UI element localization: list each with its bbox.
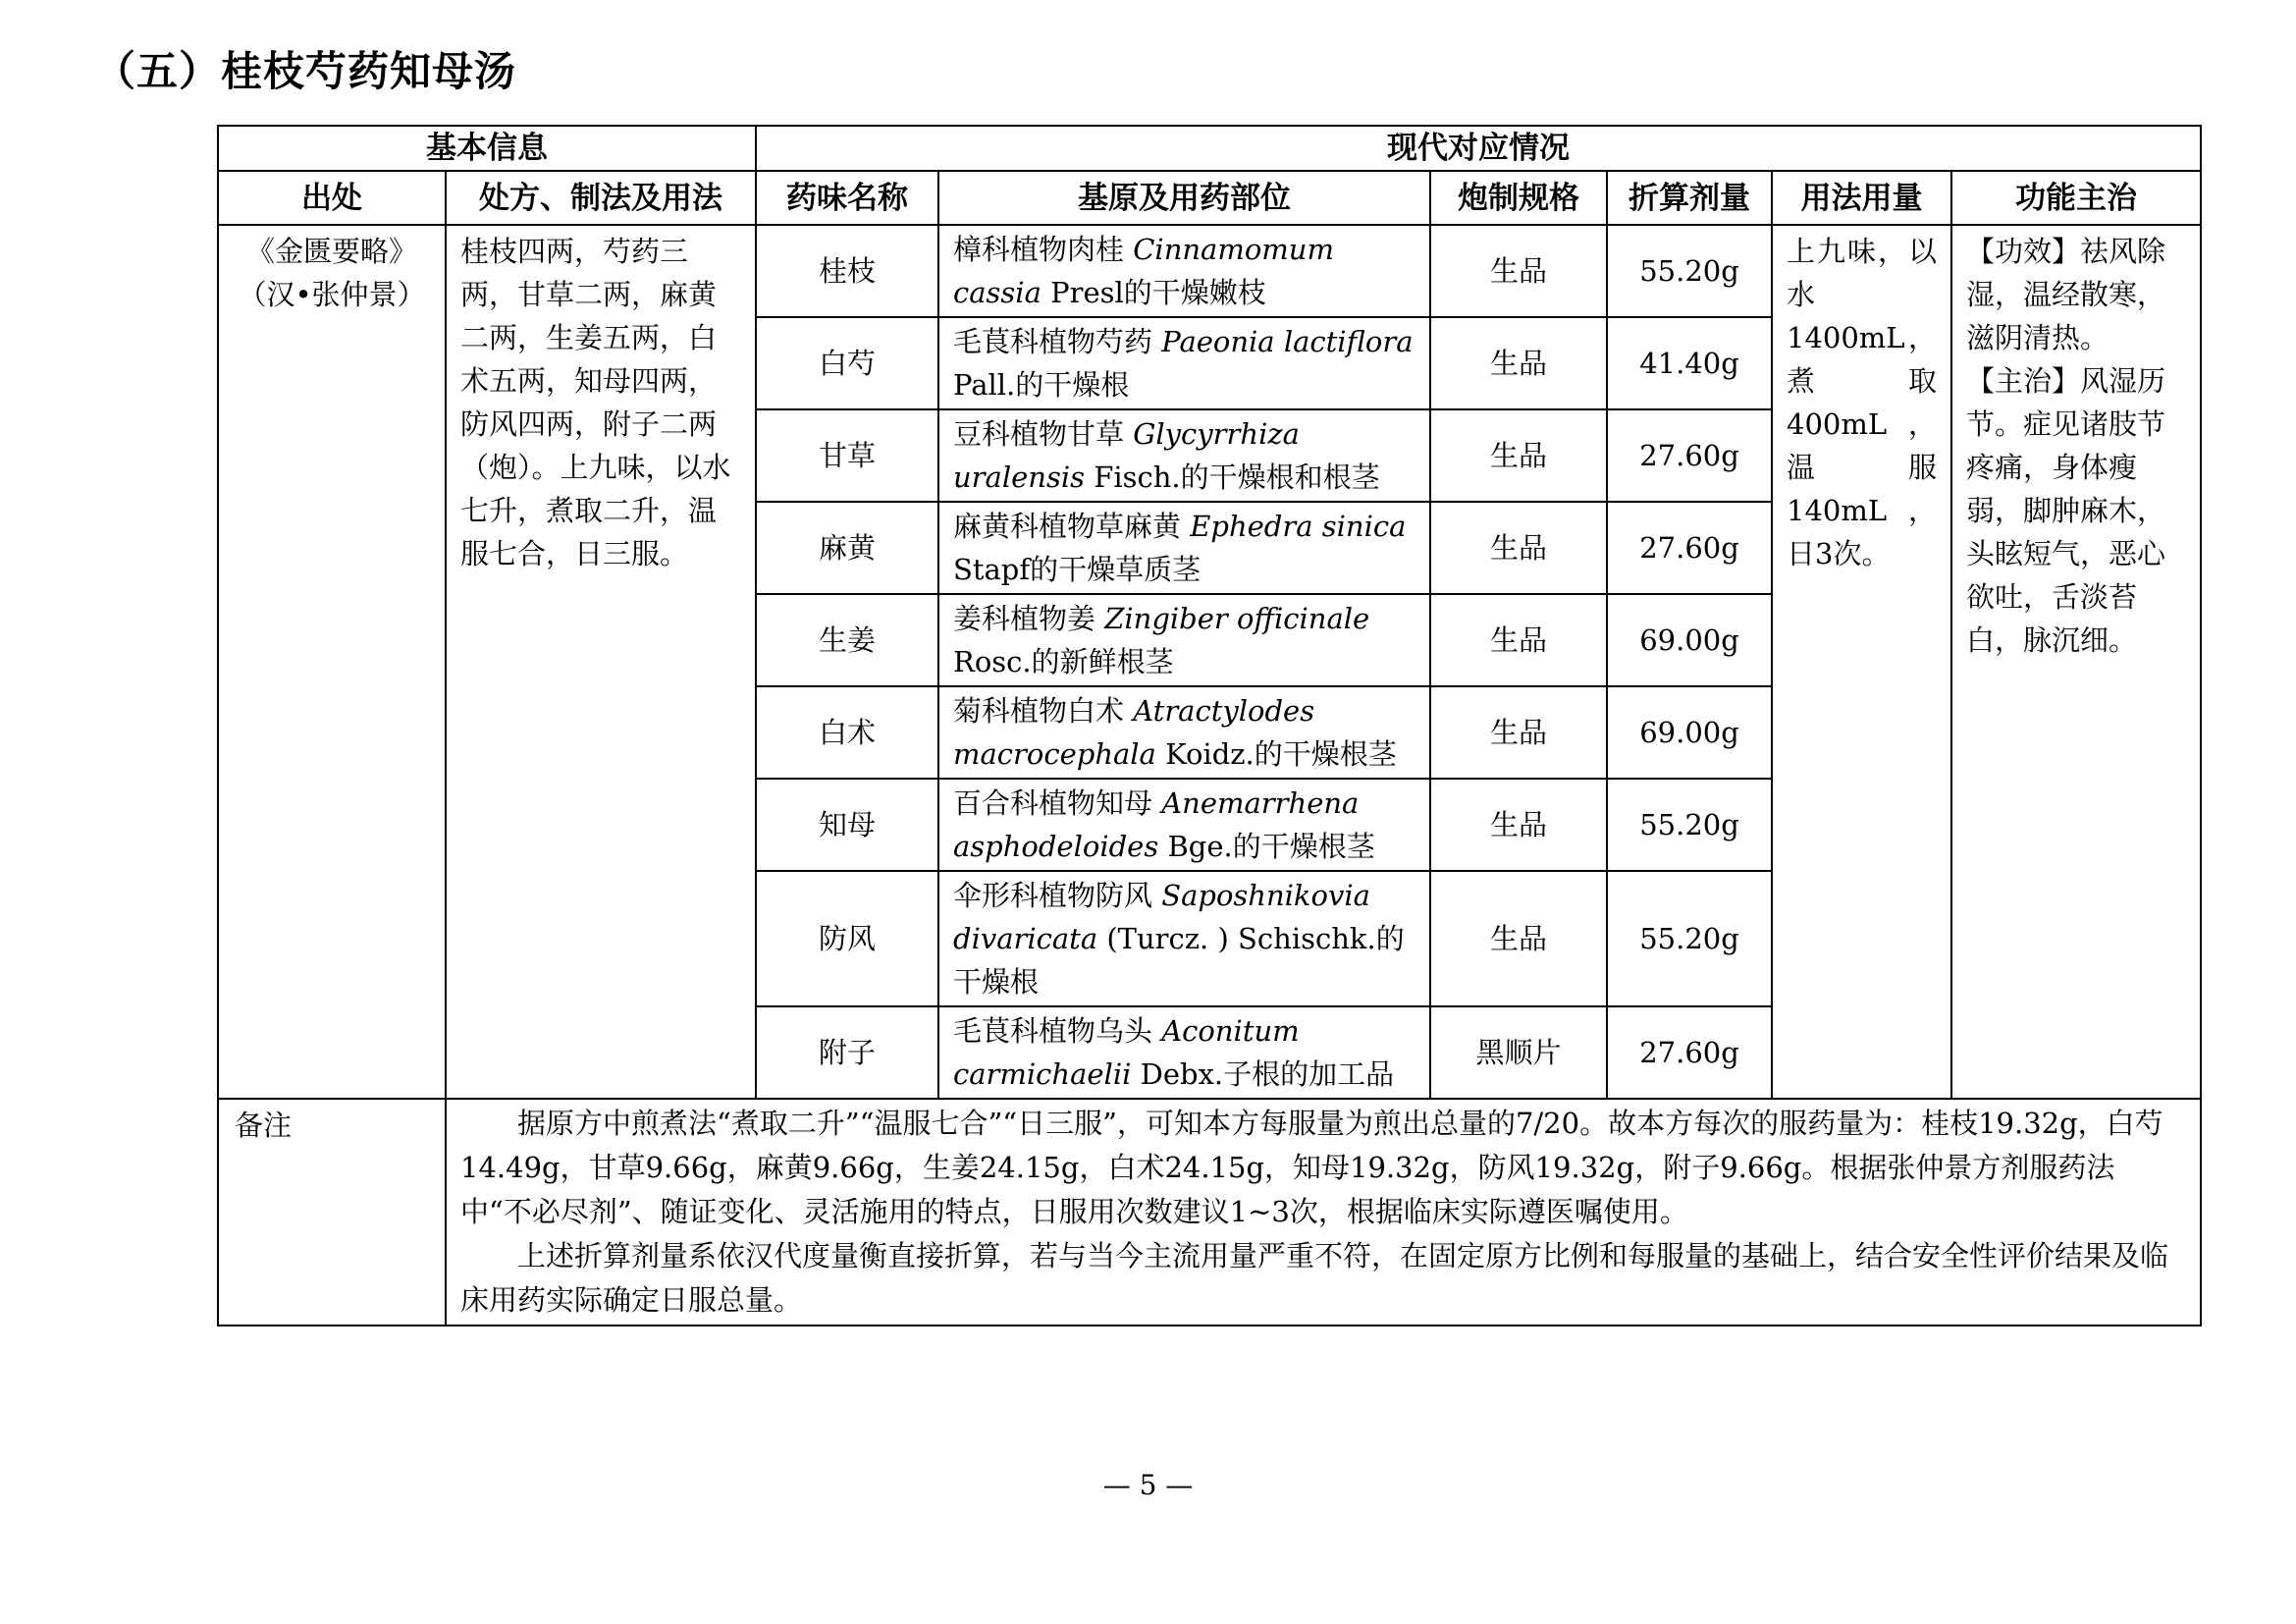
page-number: — 5 — xyxy=(1102,1469,1194,1501)
col-header-dose: 折算剂量 xyxy=(1607,171,1772,225)
col-header-source: 出处 xyxy=(218,171,446,225)
col-header-function: 功能主治 xyxy=(1951,171,2201,225)
herb-basis: 姜科植物姜 Zingiber officinale Rosc.的新鲜根茎 xyxy=(938,594,1430,686)
herb-processing: 生品 xyxy=(1430,594,1607,686)
group-header-basic: 基本信息 xyxy=(218,126,756,171)
note-row xyxy=(218,1099,2201,1326)
latin-name: Aconitum carmichaelii xyxy=(953,1014,1300,1091)
note-cell xyxy=(446,1099,2201,1326)
col-header-basis: 基原及用药部位 xyxy=(938,171,1430,225)
group-header-modern: 现代对应情况 xyxy=(756,126,2201,171)
indication-label: 【主治】 xyxy=(1966,364,2081,398)
herb-dose: 41.40g xyxy=(1607,317,1772,409)
herb-basis: 百合科植物知母 Anemarrhena asphodeloides Bge.的干燥根茎 xyxy=(938,779,1430,871)
herb-processing: 生品 xyxy=(1430,409,1607,502)
herb-dose: 55.20g xyxy=(1607,871,1772,1006)
latin-name: Paeonia lactiflora xyxy=(1161,325,1414,358)
herb-name: 白术 xyxy=(756,686,938,779)
note-paragraph: 据原方中煎煮法“煮取二升”“温服七合”“日三服”，可知本方每服量为煎出总量的7/20。故本方每次的服药量为：桂枝19.32g，白芍14.49g，甘草9.66g，麻黄9.66g，生姜24.15g，白术24.15g，知母19.32g，防风19.32g，附子9.66g。根据张仲景方剂服药法中“不必尽剂”、随证变化、灵活施用的特点，日服用次数建议1~3次，根据临床实际遵医嘱使用。 xyxy=(460,1107,2163,1228)
col-header-prescription: 处方、制法及用法 xyxy=(446,171,756,225)
herb-name: 桂枝 xyxy=(756,225,938,317)
herb-name: 生姜 xyxy=(756,594,938,686)
herb-basis: 麻黄科植物草麻黄 Ephedra sinica Stapf的干燥草质茎 xyxy=(938,502,1430,594)
herb-processing: 生品 xyxy=(1430,779,1607,871)
herb-row xyxy=(218,225,2201,317)
function-cell xyxy=(1951,225,2201,1099)
latin-name: Zingiber officinale xyxy=(1104,602,1370,635)
note-label: 备注 xyxy=(218,1099,446,1326)
herb-name: 知母 xyxy=(756,779,938,871)
herb-basis: 樟科植物肉桂 Cinnamomum cassia Presl的干燥嫩枝 xyxy=(938,225,1430,317)
herb-basis: 菊科植物白术 Atractylodes macrocephala Koidz.的干燥根茎 xyxy=(938,686,1430,779)
herb-name: 白芍 xyxy=(756,317,938,409)
source-author: （汉•张仲景） xyxy=(238,278,426,311)
efficacy-label: 【功效】 xyxy=(1966,235,2081,268)
source-book: 《金匮要略》 xyxy=(245,235,417,268)
herb-dose: 27.60g xyxy=(1607,1006,1772,1099)
latin-name: Saposhnikovia divaricata xyxy=(953,879,1370,955)
herb-dose: 55.20g xyxy=(1607,779,1772,871)
col-header-processing: 炮制规格 xyxy=(1430,171,1607,225)
herb-dose: 69.00g xyxy=(1607,686,1772,779)
latin-name: Atractylodes macrocephala xyxy=(953,694,1315,771)
formula-table xyxy=(217,125,2202,1326)
latin-name: Anemarrhena asphodeloides xyxy=(953,786,1360,863)
latin-name: Cinnamomum cassia xyxy=(953,233,1334,309)
herb-processing: 黑顺片 xyxy=(1430,1006,1607,1099)
herb-processing: 生品 xyxy=(1430,686,1607,779)
latin-name: Glycyrrhiza uralensis xyxy=(953,417,1300,494)
herb-name: 附子 xyxy=(756,1006,938,1099)
herb-basis: 毛茛科植物芍药 Paeonia lactiflora Pall.的干燥根 xyxy=(938,317,1430,409)
herb-basis: 伞形科植物防风 Saposhnikovia divaricata (Turcz. ) Schischk.的干燥根 xyxy=(938,871,1430,1006)
col-header-herb-name: 药味名称 xyxy=(756,171,938,225)
note-paragraph: 上述折算剂量系依汉代度量衡直接折算，若与当今主流用量严重不符，在固定原方比例和每服量的基础上，结合安全性评价结果及临床用药实际确定日服总量。 xyxy=(460,1239,2169,1317)
herb-dose: 69.00g xyxy=(1607,594,1772,686)
herb-processing: 生品 xyxy=(1430,317,1607,409)
efficacy-text: 祛风除湿，温经散寒，滋阴清热。 xyxy=(1966,235,2166,354)
usage-cell: 上九味，以水1400mL，煮取400mL，温服140mL，日3次。 xyxy=(1772,225,1951,1099)
herb-basis: 毛茛科植物乌头 Aconitum carmichaelii Debx.子根的加工品 xyxy=(938,1006,1430,1099)
source-cell xyxy=(218,225,446,1099)
col-header-usage: 用法用量 xyxy=(1772,171,1951,225)
page-title: （五）桂枝芍药知母汤 xyxy=(94,47,517,95)
herb-dose: 27.60g xyxy=(1607,502,1772,594)
herb-basis: 豆科植物甘草 Glycyrrhiza uralensis Fisch.的干燥根和根茎 xyxy=(938,409,1430,502)
herb-processing: 生品 xyxy=(1430,225,1607,317)
herb-name: 防风 xyxy=(756,871,938,1006)
herb-processing: 生品 xyxy=(1430,871,1607,1006)
latin-name: Ephedra sinica xyxy=(1190,510,1407,543)
herb-processing: 生品 xyxy=(1430,502,1607,594)
prescription-cell: 桂枝四两，芍药三两，甘草二两，麻黄二两，生姜五两，白术五两，知母四两，防风四两，附子二两（炮）。上九味，以水七升，煮取二升，温服七合，日三服。 xyxy=(446,225,756,1099)
herb-dose: 27.60g xyxy=(1607,409,1772,502)
indication-text: 风湿历节。症见诸肢节疼痛，身体瘦弱，脚肿麻木，头眩短气，恶心欲吐，舌淡苔白，脉沉细。 xyxy=(1966,364,2166,657)
herb-dose: 55.20g xyxy=(1607,225,1772,317)
herb-name: 麻黄 xyxy=(756,502,938,594)
herb-name: 甘草 xyxy=(756,409,938,502)
